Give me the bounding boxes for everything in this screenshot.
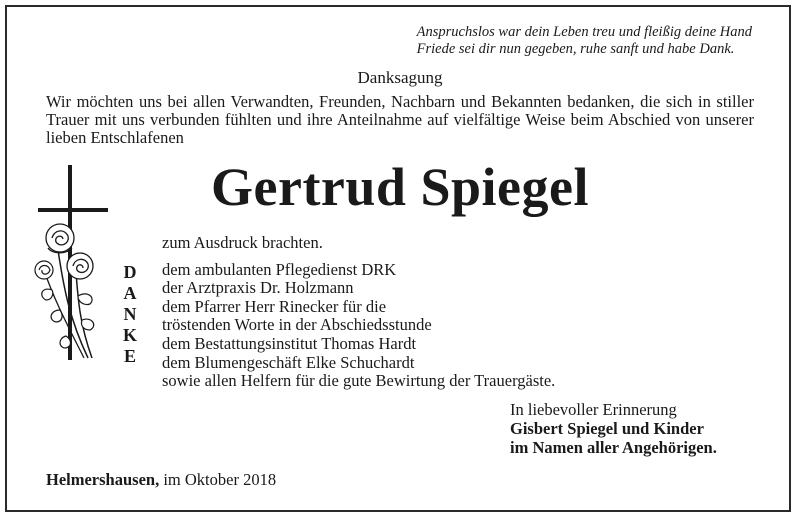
signature-family: Gisbert Spiegel und Kinder xyxy=(510,419,704,438)
danke-vertical xyxy=(120,262,140,367)
intro-text: Wir möchten uns bei allen Verwandten, Freunden, Nachbarn und Bekannten bedanken, die sich in stiller Trauer mit uns verbunden fühlten und ihre Anteilnahme auf vielfältige Weise beim Abschied von unserer lieben Entschlafenen xyxy=(46,92,754,147)
thanks-item: dem Blumengeschäft Elke Schuchardt xyxy=(162,352,415,372)
danke-letter: K xyxy=(122,325,137,345)
danke-letter: A xyxy=(123,283,137,303)
thanks-item: dem Bestattungsinstitut Thomas Hardt xyxy=(162,333,417,353)
poem-line-1: Anspruchslos war dein Leben treu und fleißig deine Hand xyxy=(416,24,752,40)
danke-letter: D xyxy=(123,262,137,282)
thanks-item: dem Pfarrer Herr Rinecker für die xyxy=(162,296,387,316)
signature-block xyxy=(510,400,717,457)
thanks-item: der Arztpraxis Dr. Holzmann xyxy=(162,278,354,298)
thanks-item: dem ambulanten Pflegedienst DRK xyxy=(162,259,397,279)
date-text: im Oktober 2018 xyxy=(163,470,277,489)
signature-relatives: im Namen aller Angehörigen. xyxy=(510,438,717,457)
signature-line: In liebevoller Erinnerung xyxy=(510,400,677,419)
poem-verse xyxy=(417,24,752,58)
thanks-list xyxy=(162,234,555,391)
cross-with-roses-icon xyxy=(30,160,110,370)
thanks-item: sowie allen Helfern für die gute Bewirtung der Trauergäste. xyxy=(162,371,556,391)
thanks-lead: zum Ausdruck brachten. xyxy=(162,233,323,252)
notice-heading: Danksagung xyxy=(357,68,443,87)
thanks-item: tröstenden Worte in der Abschiedsstunde xyxy=(162,315,432,335)
poem-line-2: Friede sei dir nun gegeben, ruhe sanft und habe Dank. xyxy=(416,41,735,57)
danke-letter: N xyxy=(123,304,137,324)
place-name: Helmershausen, xyxy=(46,470,160,489)
place-date xyxy=(46,470,276,490)
danke-letter: E xyxy=(123,346,136,366)
deceased-name: Gertrud Spiegel xyxy=(211,157,589,217)
